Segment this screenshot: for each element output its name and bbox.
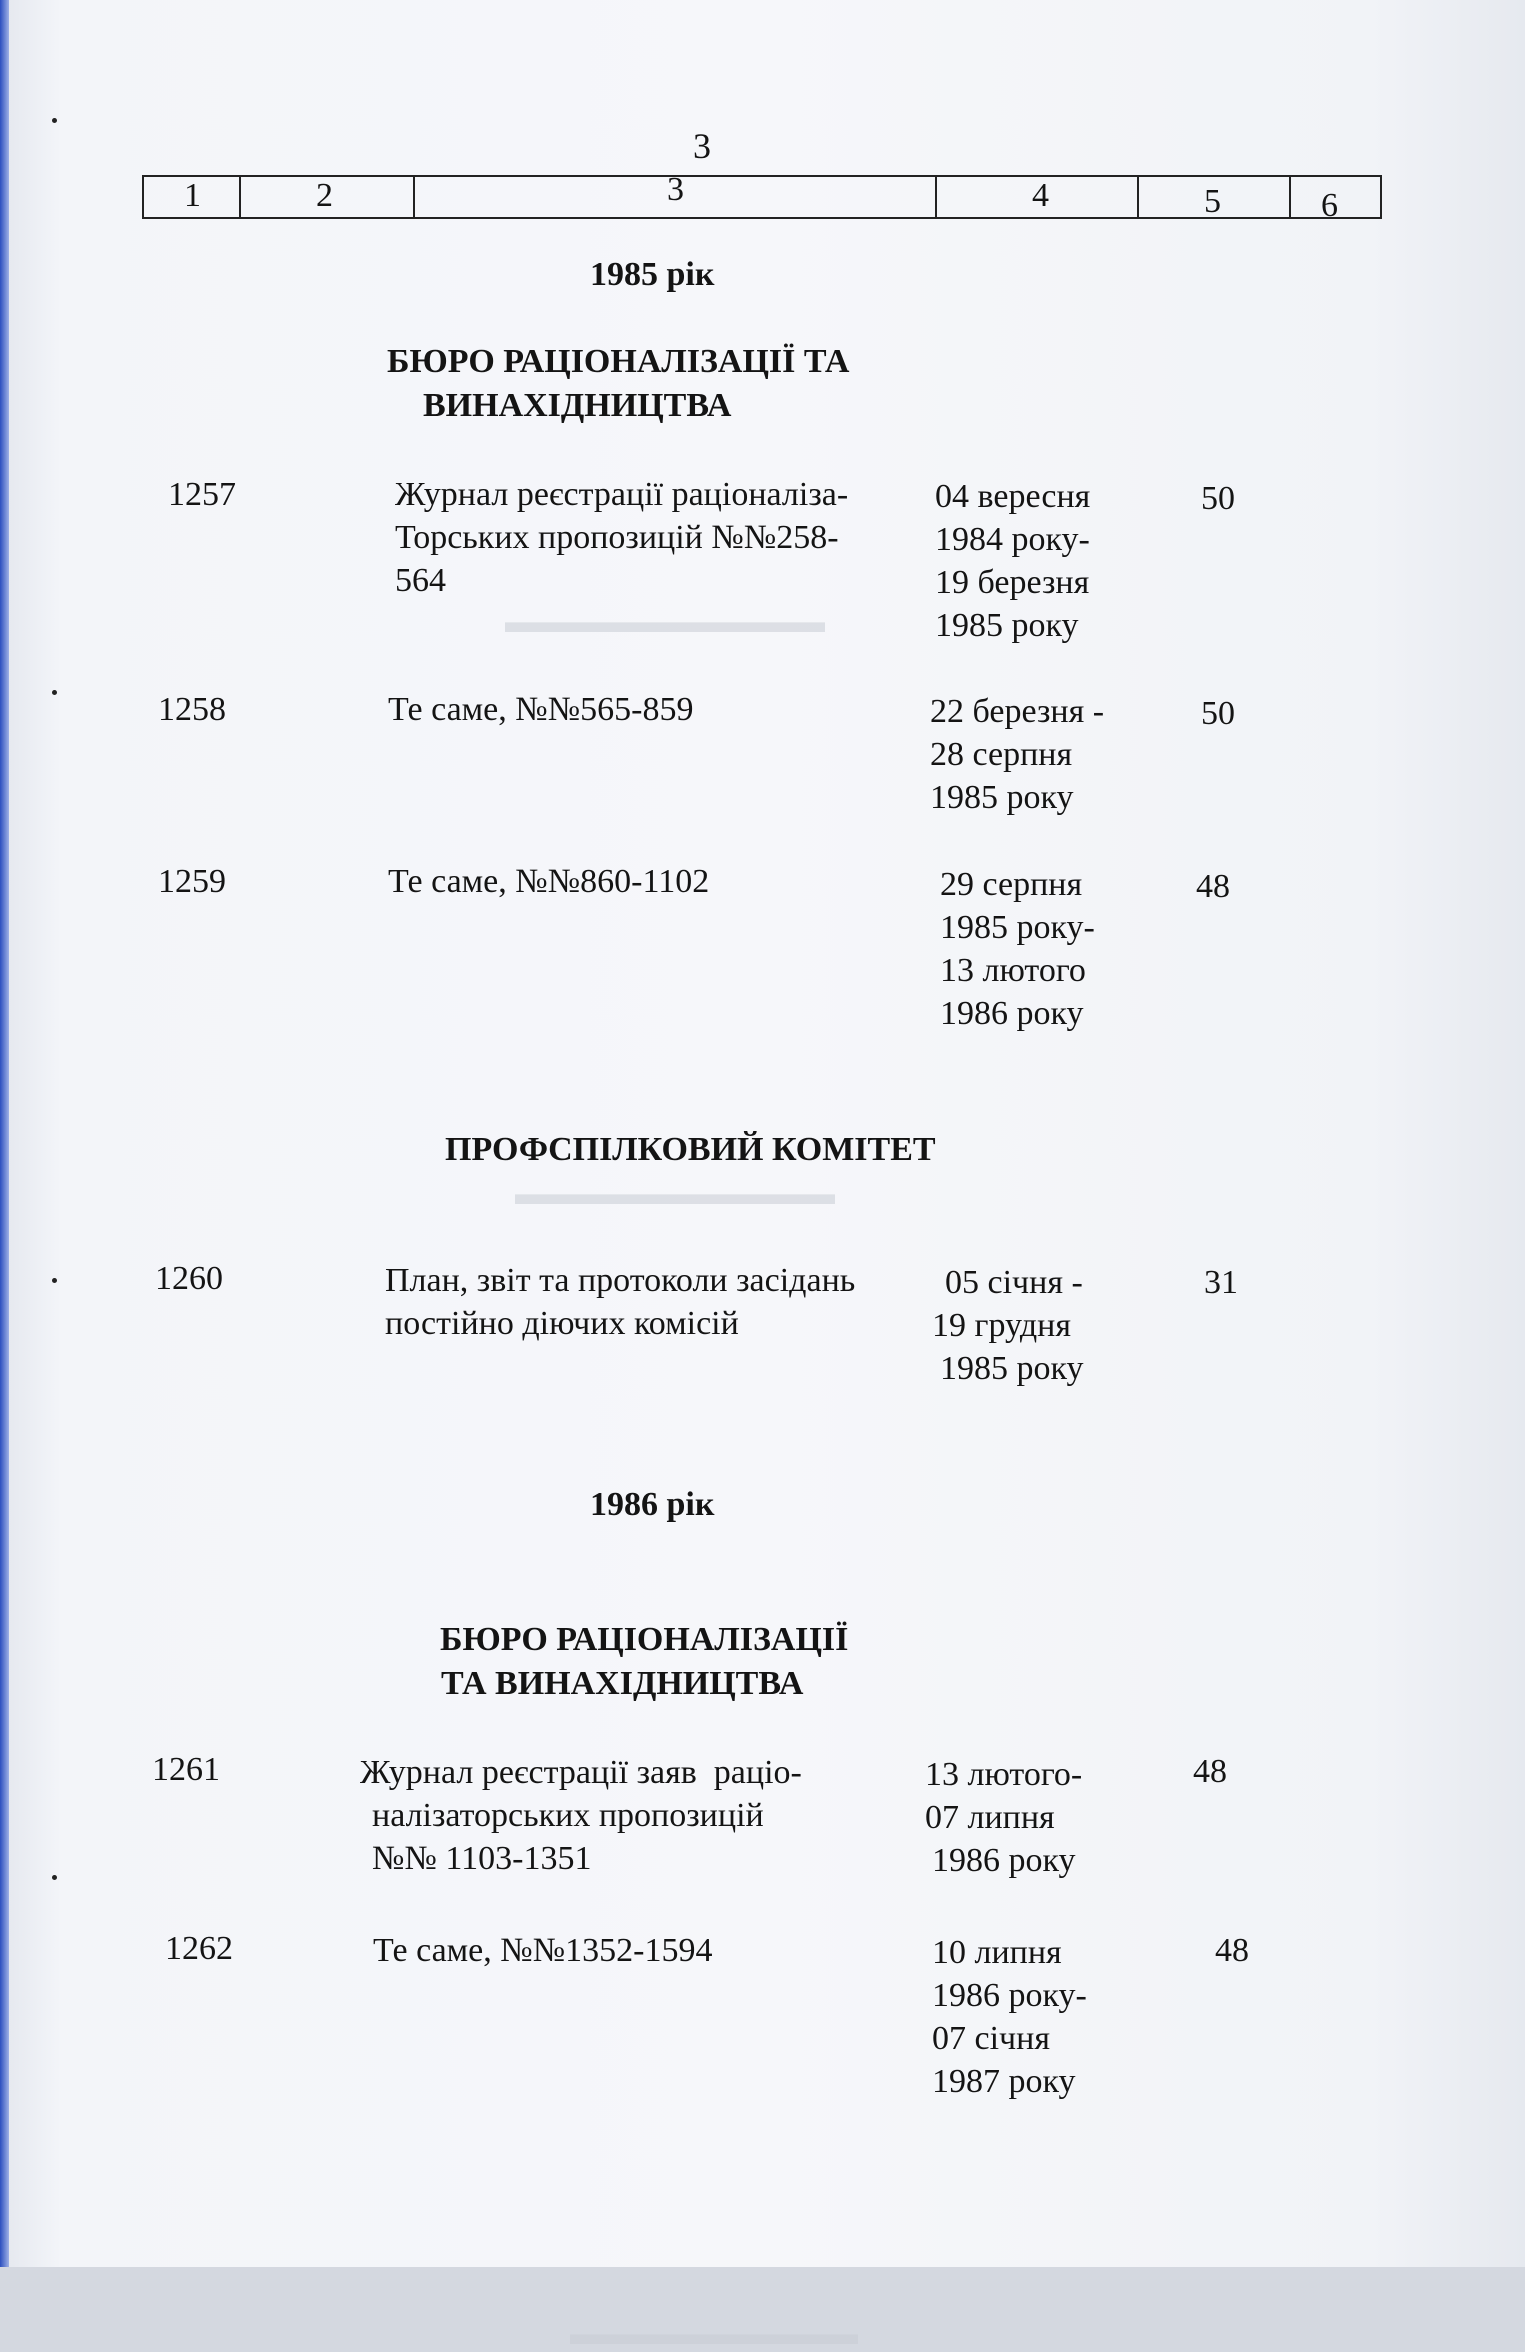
- entry-title: налізаторських пропозицій: [372, 1797, 764, 1834]
- bleed-through: ▬▬▬▬▬▬▬▬▬▬: [515, 1175, 835, 1211]
- entry-date: 29 серпня: [940, 866, 1083, 903]
- entry-number: 1261: [152, 1751, 220, 1788]
- entry-date: 1985 року: [935, 607, 1079, 644]
- margin-dot: [52, 1875, 57, 1880]
- entry-date: 13 лютого-: [925, 1756, 1083, 1793]
- entry-title: Те саме, №№1352-1594: [373, 1932, 713, 1969]
- entry-title: Журнал реєстрації раціоналіза-: [395, 476, 849, 513]
- entry-title: Журнал реєстрації заяв раціо-: [360, 1754, 802, 1791]
- entry-date: 22 березня -: [930, 693, 1105, 730]
- entry-sheets: 48: [1196, 868, 1230, 905]
- entry-title: Те саме, №№860-1102: [388, 863, 710, 900]
- entry-date: 28 серпня: [930, 736, 1073, 773]
- entry-date: 04 вересня: [935, 478, 1091, 515]
- column-header-cell: 3: [415, 177, 937, 217]
- entry-number: 1257: [168, 476, 236, 513]
- entry-date: 13 лютого: [940, 952, 1086, 989]
- section-heading: ТА ВИНАХІДНИЦТВА: [441, 1665, 804, 1702]
- entry-title: Торських пропозицій №№258-: [395, 519, 839, 556]
- entry-date: 07 липня: [925, 1799, 1055, 1836]
- entry-date: 1985 року-: [940, 909, 1095, 946]
- entry-number: 1258: [158, 691, 226, 728]
- entry-sheets: 50: [1201, 480, 1235, 517]
- margin-dot: [52, 1278, 57, 1283]
- section-heading: БЮРО РАЦІОНАЛІЗАЦІЇ ТА: [387, 343, 850, 380]
- entry-title: 564: [395, 562, 446, 599]
- year-heading: 1986 рік: [590, 1486, 715, 1523]
- entry-title: постійно діючих комісій: [385, 1305, 739, 1342]
- column-header-row: [142, 171, 1382, 224]
- entry-sheets: 50: [1201, 695, 1235, 732]
- entry-date: 19 грудня: [932, 1307, 1071, 1344]
- section-heading: БЮРО РАЦІОНАЛІЗАЦІЇ: [440, 1621, 849, 1658]
- entry-sheets: 31: [1204, 1264, 1238, 1301]
- entry-date: 1985 року: [930, 779, 1074, 816]
- entry-date: 1986 року-: [932, 1977, 1087, 2014]
- entry-sheets: 48: [1215, 1932, 1249, 1969]
- margin-dot: [52, 118, 57, 123]
- entry-date: 1987 року: [932, 2063, 1076, 2100]
- column-header-cell: 1: [144, 177, 241, 217]
- entry-date: 19 березня: [935, 564, 1090, 601]
- column-header-cell: 4: [937, 177, 1139, 217]
- entry-title: План, звіт та протоколи засідань: [385, 1262, 856, 1299]
- column-header-cell: 6: [1321, 187, 1338, 224]
- bleed-through: ▬▬▬▬▬▬▬▬▬▬: [505, 603, 825, 639]
- column-header-cell: 2: [241, 177, 415, 217]
- entry-date: 07 січня: [932, 2020, 1050, 2057]
- entry-number: 1260: [155, 1260, 223, 1297]
- entry-title: Те саме, №№565-859: [388, 691, 694, 728]
- binder-edge: [0, 0, 9, 2267]
- entry-date: 1984 року-: [935, 521, 1090, 558]
- entry-number: 1259: [158, 863, 226, 900]
- bleed-through: ▬▬▬▬▬▬▬▬▬: [570, 2315, 858, 2351]
- entry-date: 1986 року: [932, 1842, 1076, 1879]
- column-header-cell: 5: [1139, 177, 1291, 217]
- entry-sheets: 48: [1193, 1753, 1227, 1790]
- entry-title: №№ 1103-1351: [372, 1840, 592, 1877]
- year-heading: 1985 рік: [590, 256, 715, 293]
- entry-date: 1985 року: [940, 1350, 1084, 1387]
- entry-date: 1986 року: [940, 995, 1084, 1032]
- section-heading: ПРОФСПІЛКОВИЙ КОМІТЕТ: [445, 1131, 936, 1168]
- entry-number: 1262: [165, 1930, 233, 1967]
- entry-date: 05 січня -: [945, 1264, 1083, 1301]
- margin-dot: [52, 690, 57, 695]
- entry-date: 10 липня: [932, 1934, 1062, 1971]
- section-heading: ВИНАХІДНИЦТВА: [423, 387, 732, 424]
- page-number: 3: [693, 126, 711, 166]
